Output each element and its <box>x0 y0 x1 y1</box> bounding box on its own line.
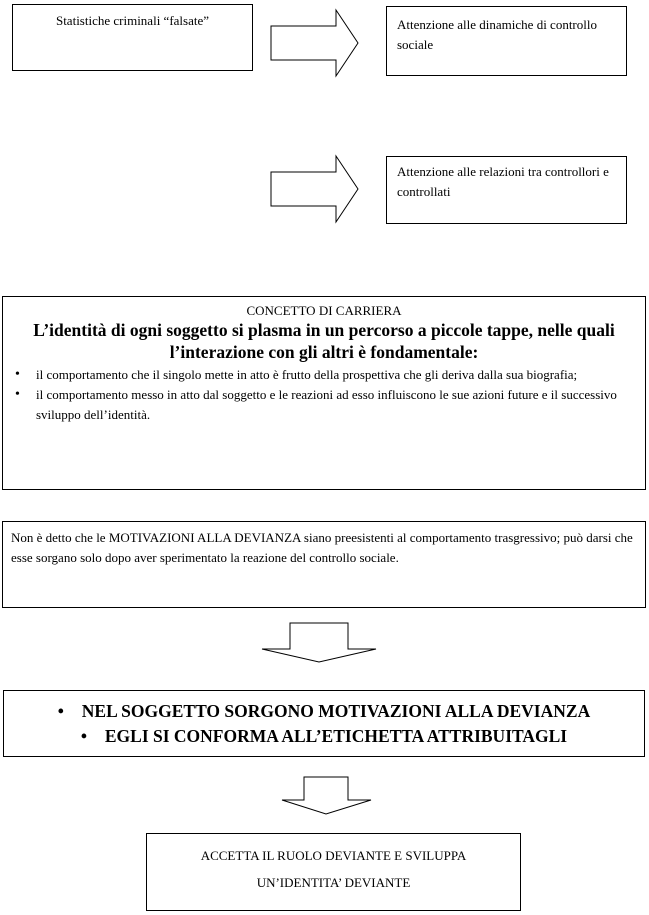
statistics-box <box>12 4 253 71</box>
result-point <box>4 724 644 749</box>
career-concept-box <box>2 296 646 490</box>
career-points <box>11 365 637 425</box>
career-point: • il comportamento che il singolo mette in atto è frutto della prospettiva che gli deriva dalla sua biografia; <box>11 365 637 385</box>
social-control-box <box>386 6 627 76</box>
result-point-text: NEL SOGGETTO SORGONO MOTIVAZIONI ALLA DEVIANZA <box>81 701 591 721</box>
result-point <box>4 699 644 724</box>
statistics-text: Statistiche criminali “falsate” <box>55 13 210 28</box>
motivations-box <box>2 521 646 608</box>
down-arrow-1 <box>260 622 380 664</box>
bullet: • <box>80 726 87 746</box>
right-arrow-2 <box>270 155 360 223</box>
down-arrow-2 <box>280 776 374 816</box>
social-control-text: Attenzione alle dinamiche di controllo sociale <box>397 17 597 52</box>
career-statement: L’identità di ogni soggetto si plasma in un percorso a piccole tappe, nelle quali l’interazione con gli altri è fondamentale: <box>33 320 615 362</box>
final-line-2: UN’IDENTITA’ DEVIANTE <box>256 875 411 890</box>
result-point-text: EGLI SI CONFORMA ALL’ETICHETTA ATTRIBUITAGLI <box>104 726 568 746</box>
right-arrow-1 <box>270 9 360 77</box>
relations-text: Attenzione alle relazioni tra controllori e controllati <box>397 164 609 199</box>
result-box <box>3 690 645 757</box>
final-box <box>146 833 521 911</box>
career-heading: CONCETTO DI CARRIERA <box>246 303 402 318</box>
bullet: • <box>57 701 64 721</box>
relations-box <box>386 156 627 224</box>
result-points <box>4 699 644 749</box>
career-point: • il comportamento messo in atto dal soggetto e le reazioni ad esso influiscono le sue azioni future e il successivo sviluppo dell’identità. <box>11 385 637 425</box>
motivations-text: Non è detto che le MOTIVAZIONI ALLA DEVIANZA siano preesistenti al comportamento trasgressivo; può darsi che esse sorgano solo dopo aver sperimentato la reazione del controllo sociale. <box>11 530 633 565</box>
final-line-1: ACCETTA IL RUOLO DEVIANTE E SVILUPPA <box>200 848 467 863</box>
